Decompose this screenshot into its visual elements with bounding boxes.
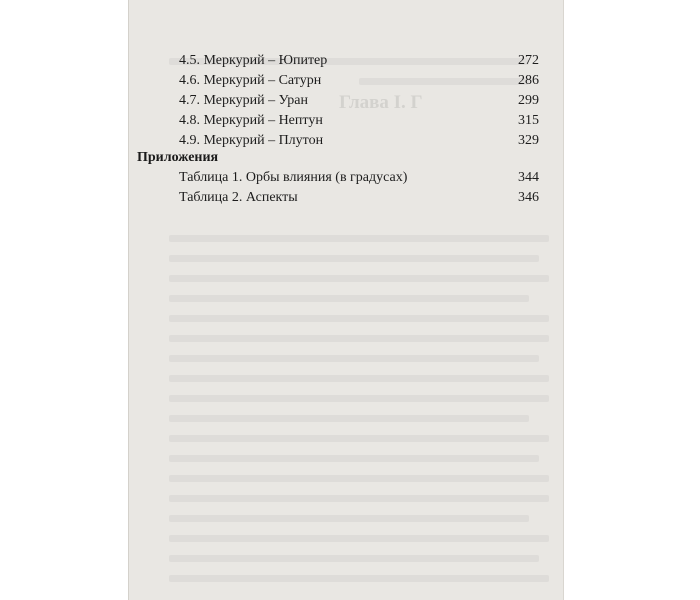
- toc-entry[interactable]: [179, 111, 539, 131]
- show-through-line: [169, 375, 549, 382]
- toc-entry-title: Таблица 1. Орбы влияния (в градусах): [179, 170, 408, 185]
- toc-entry-page: 329: [518, 133, 539, 148]
- toc-entry-page: 346: [518, 190, 539, 205]
- show-through-line: [169, 335, 549, 342]
- show-through-line: [169, 415, 529, 422]
- show-through-line: [169, 535, 549, 542]
- show-through-line: [169, 395, 549, 402]
- show-through-line: [169, 355, 539, 362]
- toc-entry[interactable]: [179, 131, 539, 151]
- show-through-heading: Глава I. Г: [339, 92, 423, 113]
- appendix-heading[interactable]: Приложения: [137, 150, 219, 165]
- show-through-line: [169, 255, 539, 262]
- show-through-line: [169, 275, 549, 282]
- show-through-line: [169, 295, 529, 302]
- show-through-line: [169, 455, 539, 462]
- toc-entry-page: 286: [518, 73, 539, 88]
- show-through-line: [169, 475, 549, 482]
- toc-entry[interactable]: [179, 71, 539, 91]
- toc-entry-title: 4.6. Меркурий – Сатурн: [179, 73, 322, 88]
- toc-entry[interactable]: [179, 91, 539, 111]
- toc-entry-title: 4.7. Меркурий – Уран: [179, 93, 308, 108]
- toc-entry-page: 315: [518, 113, 539, 128]
- show-through-line: [169, 555, 539, 562]
- toc-entry-page: 272: [518, 53, 539, 68]
- show-through-line: [169, 515, 529, 522]
- show-through-line: [169, 315, 549, 322]
- toc-entry[interactable]: [179, 51, 539, 71]
- show-through-line: [169, 495, 549, 502]
- toc-entry-title: Таблица 2. Аспекты: [179, 190, 298, 205]
- show-through-line: [169, 235, 549, 242]
- toc-entry-page: 299: [518, 93, 539, 108]
- toc-entry[interactable]: [179, 188, 539, 208]
- toc-entry-title: 4.5. Меркурий – Юпитер: [179, 53, 328, 68]
- toc-entry[interactable]: [179, 168, 539, 188]
- book-page: [128, 0, 564, 600]
- show-through-line: [169, 575, 549, 582]
- show-through-line: [169, 435, 549, 442]
- toc-entry-page: 344: [518, 170, 539, 185]
- toc-entry-title: 4.9. Меркурий – Плутон: [179, 133, 324, 148]
- toc-entry-title: 4.8. Меркурий – Нептун: [179, 113, 323, 128]
